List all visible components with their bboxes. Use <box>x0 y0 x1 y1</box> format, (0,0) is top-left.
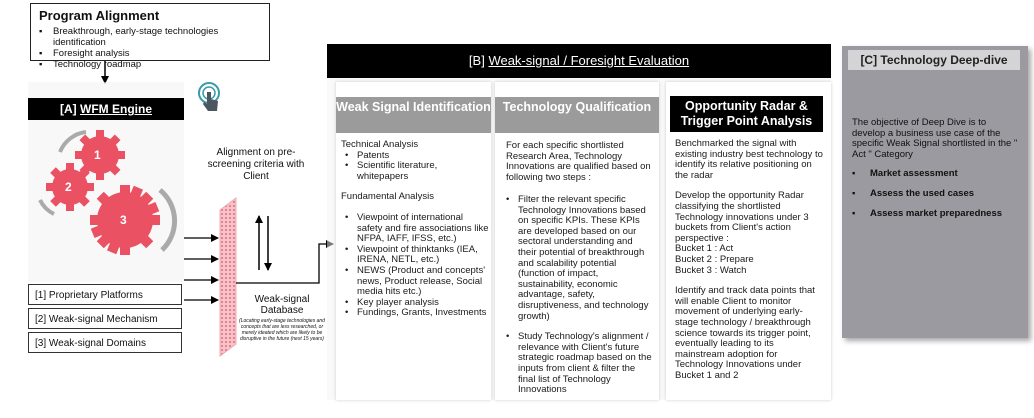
radar-paragraph: Benchmarked the signal with existing industry best technology to identify its relative positioning on the radar <box>675 138 823 181</box>
weak-signal-header: Weak Signal Identification <box>336 97 491 133</box>
touch-hand-icon <box>196 82 222 112</box>
platform-box: [2] Weak-signal Mechanism <box>28 308 182 329</box>
radar-paragraph: Develop the opportunity Radar classifying the shortlisted Technology innovations under 3 buckets from Client's action perspective : <box>675 190 809 244</box>
program-item: ▪ Technology roadmap <box>39 59 261 70</box>
section-b-title: Weak-signal / Foresight Evaluation <box>488 53 690 68</box>
radar-bucket: Bucket 1 : Act <box>675 243 734 255</box>
section-c-item: ▪ Market assessment <box>852 169 1020 180</box>
tech-qualification-header: Technology Qualification <box>495 97 659 133</box>
fund-analysis-title: Fundamental Analysis <box>341 191 434 203</box>
alignment-text: Alignment on pre-screening criteria with Client <box>207 147 305 182</box>
platform-box: [3] Weak-signal Domains <box>28 332 182 353</box>
tech-qualification-intro: For each specific shortlisted Research Area, Technology Innovations are qualified based on following two steps : <box>506 140 651 183</box>
program-item: ▪ Breakthrough, early-stage technologies identification <box>39 26 261 48</box>
radar-bucket: Bucket 3 : Watch <box>675 264 747 276</box>
section-b-prefix: [B] <box>468 53 489 68</box>
radar-bucket: Bucket 2 : Prepare <box>675 253 754 265</box>
fund-analysis-item: • NEWS (Product and concepts' news, Product release, Social media hits etc.) <box>345 266 489 298</box>
wfm-engine-title <box>28 98 184 120</box>
tech-analysis-item: • Scientific literature, whitepapers <box>345 161 489 182</box>
fund-analysis-item: • Viewpoint of international safety and fire associations like NFPA, IAFF, IFSS, etc.) <box>345 213 489 245</box>
tech-analysis-title: Technical Analysis <box>341 139 419 150</box>
radar-paragraph: Identify and track data points that will enable Client to monitor movement of underlying early-stage technology / breakthrough science towards its trigger point, eventually leading to its mainstream adoption for Technology Innovations under Bucket 1 and 2 <box>675 285 815 381</box>
section-c-item: ▪ Assess market preparedness <box>852 209 1020 220</box>
tech-analysis-item: • Patents <box>345 151 489 162</box>
program-alignment-box <box>30 3 270 70</box>
section-b-header <box>327 44 831 78</box>
radar-header: Opportunity Radar & Trigger Point Analysis <box>670 96 823 132</box>
tech-qualification-list <box>506 195 652 396</box>
section-c-item: ▪ Assess the used cases <box>852 189 1020 200</box>
gear-label: 2 <box>65 180 72 194</box>
database-title: Weak-signal Database <box>254 294 310 316</box>
tech-qualification-item: • Filter the relevant specific Technology Innovations based on specific KPIs. These KPIs are developed based on our sectoral understanding and their potential of breakthrough and scalability potential (function of impact, sustainability, economic advantage, safety, disruptiveness, and technology growth) <box>506 195 652 322</box>
gear-label: 3 <box>120 213 127 227</box>
database-block <box>220 198 236 356</box>
platform-box: [1] Proprietary Platforms <box>28 284 182 305</box>
fund-analysis-item: • Fundings, Grants, Investments <box>345 308 489 319</box>
weak-signal-body <box>341 140 489 319</box>
fund-analysis-item: • Viewpoint of thinktanks (IEA, IRENA, NETL, etc.) <box>345 245 489 266</box>
gear-label: 1 <box>94 148 101 162</box>
database-note: (Locating early-stage technologies and concepts that are less researched, or merely ideated which are likely to be disruptive in the future (next 15 years) <box>239 318 325 342</box>
tech-qualification-item: • Study Technology's alignment / relevance with Client's future strategic roadmap based on the inputs from client & filter the final list of Technology Innovations <box>506 332 652 396</box>
wfm-prefix: [A] <box>60 102 80 116</box>
fund-analysis-item: • Key player analysis <box>345 298 489 309</box>
program-title: Program Alignment <box>39 8 160 23</box>
section-c-header: [C] Technology Deep-dive <box>848 50 1020 70</box>
program-item: ▪ Foresight analysis <box>39 48 261 59</box>
section-c-description: The objective of Deep Dive is to develop a business use case of the specific Weak Signal shortlisted in the " Act " Category <box>852 117 1018 160</box>
radar-body <box>675 139 825 381</box>
wfm-title-text: WFM Engine <box>80 102 152 116</box>
section-c-body <box>852 118 1020 219</box>
